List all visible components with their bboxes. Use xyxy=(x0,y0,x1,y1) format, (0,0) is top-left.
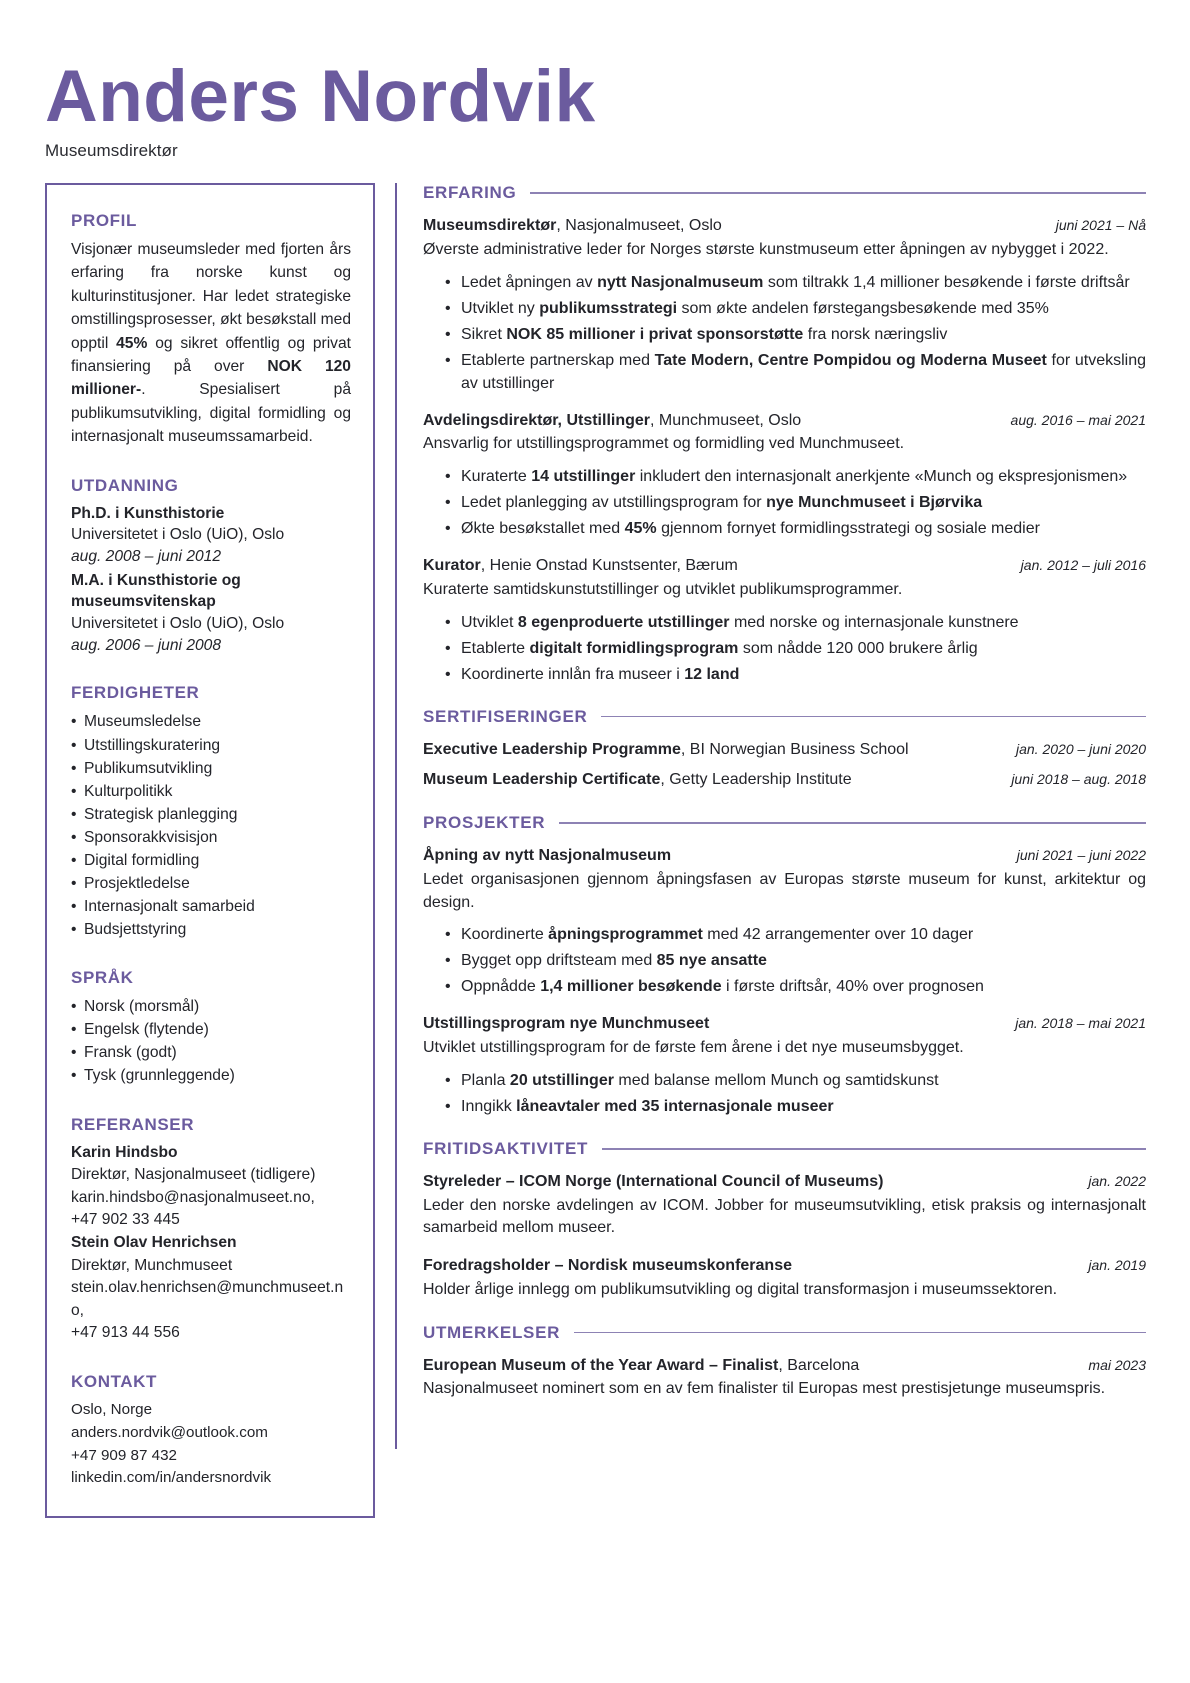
entry-description: Øverste administrative leder for Norges største kunstmuseum etter åpningen av nybygget i 2022. xyxy=(423,240,1109,258)
achievement-list xyxy=(423,271,1146,395)
sidebar-section-profil xyxy=(71,211,351,449)
entry-description: Leder den norske avdelingen av ICOM. Jobber for museumsutvikling, etisk praksis og internasjonalt samarbeid mellom museer. xyxy=(423,1196,1146,1237)
certifications-entries xyxy=(423,739,1146,792)
education-school: Universitetet i Oslo (UiO), Oslo xyxy=(71,614,285,632)
skill-item: • Utstillingskuratering xyxy=(71,734,351,757)
entry-date: juni 2021 – Nå xyxy=(1055,217,1146,234)
projects-entries xyxy=(423,845,1146,1118)
reference-name: Stein Olav Henrichsen xyxy=(71,1233,237,1251)
experience-entry xyxy=(423,215,1146,395)
entry-header xyxy=(423,1171,1146,1194)
achievement-list xyxy=(423,611,1146,686)
project-entry xyxy=(423,845,1146,998)
reference-item xyxy=(71,1232,351,1345)
entry-date: jan. 2018 – mai 2021 xyxy=(1015,1015,1146,1032)
experience-entries xyxy=(423,215,1146,686)
cv-header xyxy=(0,0,1190,161)
achievement-item: • Ledet åpningen av nytt Nasjonalmuseum som tiltrakk 1,4 millioner besøkende i første driftsår xyxy=(445,271,1146,294)
section-prosjekter xyxy=(423,813,1146,1118)
sidebar-heading-utdanning: UTDANNING xyxy=(71,475,179,495)
education-date: aug. 2006 – juni 2008 xyxy=(71,636,222,654)
contact-location: Oslo, Norge xyxy=(71,1401,153,1419)
entry-org: , Henie Onstad Kunstsenter, Bærum xyxy=(480,557,738,575)
skill-item: • Budsjettstyring xyxy=(71,918,351,941)
entry-title xyxy=(423,1013,709,1036)
awards-entries xyxy=(423,1355,1146,1401)
certification-org: , Getty Leadership Institute xyxy=(660,771,852,789)
entry-role: Åpning av nytt Nasjonalmuseum xyxy=(423,847,672,865)
section-title-fritidsaktivitet: FRITIDSAKTIVITET xyxy=(423,1138,589,1158)
sidebar xyxy=(45,183,375,1518)
achievement-item: • Koordinerte åpningsprogrammet med 42 arrangementer over 10 dager xyxy=(445,923,1146,946)
education-school: Universitetet i Oslo (UiO), Oslo xyxy=(71,526,285,544)
sidebar-section-kontakt xyxy=(71,1372,351,1490)
language-item: • Engelsk (flytende) xyxy=(71,1018,351,1041)
certification-title: Executive Leadership Programme xyxy=(423,740,681,758)
experience-entry xyxy=(423,410,1146,541)
entry-role: Avdelingsdirektør, Utstillinger xyxy=(423,411,651,429)
entry-role: Utstillingsprogram nye Munchmuseet xyxy=(423,1015,710,1033)
entry-role: Museumsdirektør xyxy=(423,217,557,235)
entry-description: Ledet organisasjonen gjennom åpningsfasen av Europas største museum for kunst, arkitektur og design. xyxy=(423,870,1146,911)
entry-title xyxy=(423,410,801,433)
project-entry xyxy=(423,1013,1146,1118)
section-title-erfaring: ERFARING xyxy=(423,183,517,203)
achievement-item: • Økte besøkstallet med 45% gjennom fornyet formidlingsstrategi og sosiale medier xyxy=(445,517,1146,540)
section-header-utmerkelser xyxy=(423,1323,1146,1343)
education-item xyxy=(71,503,351,568)
sidebar-heading-sprak: SPRÅK xyxy=(71,968,134,988)
skills-list xyxy=(71,710,351,941)
language-item: • Tysk (grunnleggende) xyxy=(71,1064,351,1087)
language-item: • Norsk (morsmål) xyxy=(71,995,351,1018)
certification-title-wrap xyxy=(423,769,852,792)
achievement-list xyxy=(423,465,1146,540)
entry-description: Nasjonalmuseet nominert som en av fem finalister til Europas mest prestisjetunge museumspris. xyxy=(423,1380,1106,1398)
entry-date: aug. 2016 – mai 2021 xyxy=(1010,411,1146,428)
main-column xyxy=(395,183,1146,1449)
entry-role: Kurator xyxy=(423,557,481,575)
entry-header xyxy=(423,1355,1146,1378)
skill-item: • Museumsledelse xyxy=(71,710,351,733)
reference-phone[interactable]: +47 913 44 556 xyxy=(71,1324,180,1342)
cv-body xyxy=(0,183,1190,1518)
candidate-job-title: Museumsdirektør xyxy=(45,141,178,161)
language-item: • Fransk (godt) xyxy=(71,1041,351,1064)
entry-description: Holder årlige innlegg om publikumsutvikling og digital transformasjon i museumssektoren. xyxy=(423,1280,1058,1298)
entry-header xyxy=(423,555,1146,578)
skill-item: • Digital formidling xyxy=(71,849,351,872)
skill-item: • Sponsorakkvisisjon xyxy=(71,826,351,849)
achievement-item: • Etablerte digitalt formidlingsprogram som nådde 120 000 brukere årlig xyxy=(445,637,1146,660)
achievement-item: • Inngikk låneavtaler med 35 internasjonale museer xyxy=(445,1095,1146,1118)
entry-date: jan. 2012 – juli 2016 xyxy=(1020,557,1146,574)
section-fritidsaktivitet xyxy=(423,1139,1146,1302)
sidebar-section-sprak xyxy=(71,968,351,1087)
achievement-item: • Planla 20 utstillinger med balanse mellom Munch og samtidskunst xyxy=(445,1069,1146,1092)
education-date: aug. 2008 – juni 2012 xyxy=(71,547,222,565)
entry-date: juni 2021 – juni 2022 xyxy=(1016,847,1146,864)
reference-name: Karin Hindsbo xyxy=(71,1143,178,1161)
entry-date: mai 2023 xyxy=(1088,1356,1146,1373)
languages-list xyxy=(71,995,351,1087)
entry-title xyxy=(423,1171,884,1194)
entry-header xyxy=(423,845,1146,868)
certification-date: jan. 2020 – juni 2020 xyxy=(1016,740,1146,757)
skill-item: • Publikumsutvikling xyxy=(71,757,351,780)
reference-role: Direktør, Nasjonalmuseet (tidligere) xyxy=(71,1166,316,1184)
entry-title xyxy=(423,1355,859,1378)
sidebar-heading-kontakt: KONTAKT xyxy=(71,1372,158,1392)
skill-item: • Prosjektledelse xyxy=(71,872,351,895)
activity-entry xyxy=(423,1255,1146,1301)
certification-title-wrap xyxy=(423,739,909,762)
contact-linkedin[interactable]: linkedin.com/in/andersnordvik xyxy=(71,1469,272,1487)
sidebar-heading-ferdigheter: FERDIGHETER xyxy=(71,683,200,703)
entry-title xyxy=(423,845,671,868)
entry-org: , Munchmuseet, Oslo xyxy=(650,411,802,429)
candidate-name: Anders Nordvik xyxy=(45,56,596,137)
section-title-utmerkelser: UTMERKELSER xyxy=(423,1322,561,1342)
reference-item xyxy=(71,1142,351,1232)
reference-email[interactable]: stein.olav.henrichsen@munchmuseet.no, xyxy=(71,1279,344,1319)
entry-title xyxy=(423,1255,792,1278)
section-divider xyxy=(602,1148,1146,1150)
certification-title: Museum Leadership Certificate xyxy=(423,771,661,789)
achievement-item: • Bygget opp driftsteam med 85 nye ansatte xyxy=(445,949,1146,972)
skill-item: • Strategisk planlegging xyxy=(71,803,351,826)
entry-header xyxy=(423,1255,1146,1278)
sidebar-section-ferdigheter xyxy=(71,683,351,941)
entry-org: , Nasjonalmuseet, Oslo xyxy=(556,217,722,235)
achievement-item: • Kuraterte 14 utstillinger inkludert den internasjonalt anerkjente «Munch og ekspresjonismen» xyxy=(445,465,1146,488)
education-list xyxy=(71,503,351,657)
sidebar-heading-referanser: REFERANSER xyxy=(71,1114,195,1134)
section-header-erfaring xyxy=(423,183,1146,203)
entry-description: Utviklet utstillingsprogram for de første fem årene i det nye museumsbygget. xyxy=(423,1039,964,1057)
education-item xyxy=(71,570,351,657)
education-degree: Ph.D. i Kunsthistorie xyxy=(71,504,225,522)
entry-header xyxy=(423,1013,1146,1036)
entry-role: European Museum of the Year Award – Finalist xyxy=(423,1356,779,1374)
activities-entries xyxy=(423,1171,1146,1302)
contact-phone[interactable]: +47 909 87 432 xyxy=(71,1446,177,1464)
section-divider xyxy=(530,192,1146,194)
section-sertifiseringer xyxy=(423,707,1146,792)
entry-title xyxy=(423,555,738,578)
section-utmerkelser xyxy=(423,1323,1146,1401)
section-divider xyxy=(574,1332,1146,1334)
achievement-item: • Utviklet 8 egenproduerte utstillinger med norske og internasjonale kunstnere xyxy=(445,611,1146,634)
entry-description: Kuraterte samtidskunstutstillinger og utviklet publikumsprogrammer. xyxy=(423,580,903,598)
entry-header xyxy=(423,215,1146,238)
certification-org: , BI Norwegian Business School xyxy=(680,740,909,758)
entry-header xyxy=(423,410,1146,433)
profil-text: Visjonær museumsleder med fjorten års erfaring fra norske kunst og kulturinstitusjoner. Har ledet strategiske omstillingsprosesser, økt besøkstall med opptil 45% og sikret offentlig og privat finansiering på over NOK 120 millioner-. Spesialisert på publikumsutvikling, digital formidling og internasjonalt museumssamarbeid. xyxy=(71,241,351,446)
sidebar-section-utdanning xyxy=(71,476,351,657)
reference-email[interactable]: karin.hindsbo@nasjonalmuseet.no, xyxy=(71,1188,315,1206)
contact-list xyxy=(71,1399,351,1490)
section-title-sertifiseringer: SERTIFISERINGER xyxy=(423,706,588,726)
section-divider xyxy=(601,716,1146,718)
section-header-prosjekter xyxy=(423,813,1146,833)
sidebar-heading-profil: PROFIL xyxy=(71,211,137,231)
activity-entry xyxy=(423,1171,1146,1240)
skill-item: • Internasjonalt samarbeid xyxy=(71,895,351,918)
section-title-prosjekter: PROSJEKTER xyxy=(423,813,546,833)
reference-phone[interactable]: +47 902 33 445 xyxy=(71,1211,180,1229)
education-degree: M.A. i Kunsthistorie og museumsvitenskap xyxy=(71,571,241,611)
skill-item: • Kulturpolitikk xyxy=(71,780,351,803)
entry-date: jan. 2022 xyxy=(1088,1172,1146,1189)
certification-entry xyxy=(423,769,1146,792)
entry-role: Styreleder – ICOM Norge (International Council of Museums) xyxy=(423,1172,884,1190)
achievement-item: • Ledet planlegging av utstillingsprogram for nye Munchmuseet i Bjørvika xyxy=(445,491,1146,514)
contact-email[interactable]: anders.nordvik@outlook.com xyxy=(71,1423,268,1441)
sidebar-section-referanser xyxy=(71,1115,351,1345)
achievement-item: • Oppnådde 1,4 millioner besøkende i første driftsår, 40% over prognosen xyxy=(445,975,1146,998)
reference-role: Direktør, Munchmuseet xyxy=(71,1256,233,1274)
achievement-item: • Utviklet ny publikumsstrategi som økte andelen førstegangsbesøkende med 35% xyxy=(445,297,1146,320)
achievement-item: • Sikret NOK 85 millioner i privat sponsorstøtte fra norsk næringsliv xyxy=(445,323,1146,346)
section-divider xyxy=(559,822,1146,824)
achievement-list xyxy=(423,1069,1146,1118)
achievement-list xyxy=(423,923,1146,998)
entry-role: Foredragsholder – Nordisk museumskonferanse xyxy=(423,1257,792,1275)
section-header-sertifiseringer xyxy=(423,707,1146,727)
references-list xyxy=(71,1142,351,1345)
achievement-item: • Etablerte partnerskap med Tate Modern, Centre Pompidou og Moderna Museet for utveksling av utstillinger xyxy=(445,349,1146,395)
entry-title xyxy=(423,215,722,238)
experience-entry xyxy=(423,555,1146,686)
entry-date: jan. 2019 xyxy=(1088,1257,1146,1274)
certification-date: juni 2018 – aug. 2018 xyxy=(1011,771,1146,788)
achievement-item: • Koordinerte innlån fra museer i 12 land xyxy=(445,663,1146,686)
entry-description: Ansvarlig for utstillingsprogrammet og formidling ved Munchmuseet. xyxy=(423,435,905,453)
certification-entry xyxy=(423,739,1146,762)
award-entry xyxy=(423,1355,1146,1401)
entry-org: , Barcelona xyxy=(778,1356,860,1374)
section-header-fritidsaktivitet xyxy=(423,1139,1146,1159)
section-erfaring xyxy=(423,183,1146,686)
